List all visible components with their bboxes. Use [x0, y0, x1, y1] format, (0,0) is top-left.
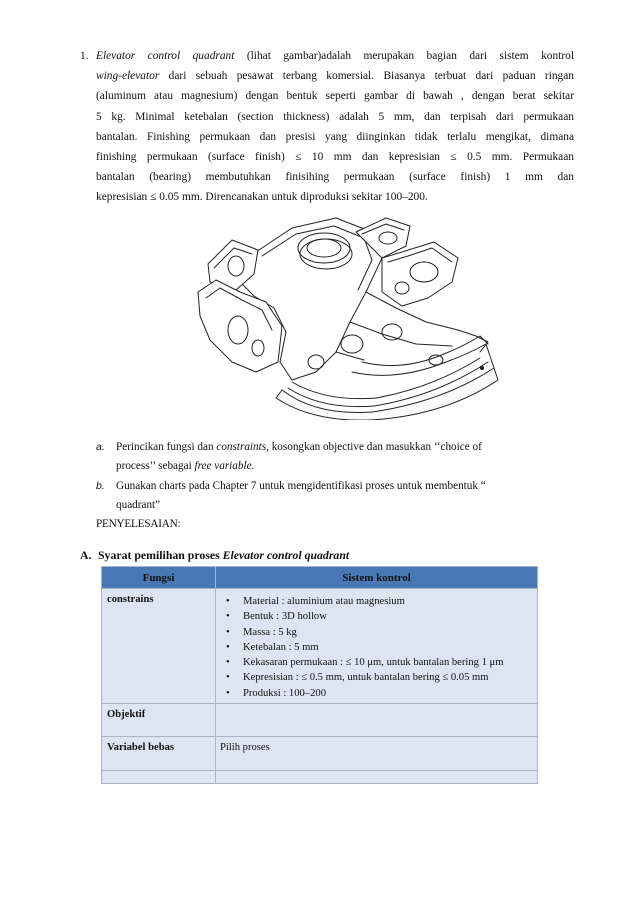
question-line [96, 86, 574, 106]
sub-question-a-line [116, 438, 548, 457]
list-item: • Massa : 5 kg [220, 625, 533, 640]
text-run: kepresisian ≤ 0.05 mm. Direncanakan untuk diproduksi sekitar 100–200. [96, 191, 428, 204]
text-run: 5 kg. Minimal ketebalan (section thickness) adalah 5 mm, dan terpisah dari permukaan [96, 110, 574, 123]
row-label-constrains: constrains [102, 589, 216, 704]
text-run: , kosongkan objective dan masukkan ‘‘choice of [266, 441, 482, 453]
text-run: bantalan (bearing) membutuhkan finisihing permukaan (surface finish) 1 mm dan [96, 171, 574, 184]
sub-question-a-label: a. [96, 441, 105, 453]
variabel-bebas-value: Pilih proses [216, 737, 538, 771]
text-run: Perincikan fungsi dan [116, 441, 217, 453]
question-line [96, 187, 574, 207]
text-run: (lihat gambar)adalah merupakan bagian dari sistem kontrol [234, 50, 574, 62]
sub-question-b-label: b. [96, 480, 105, 492]
table-header-row [102, 567, 538, 589]
italic-text: wing-elevator [96, 70, 160, 83]
question-text [96, 46, 574, 208]
question-line [96, 147, 574, 167]
row-label-objektif: Objektif [102, 704, 216, 737]
bullet-icon: • [226, 657, 230, 669]
italic-text: constraints [216, 441, 267, 453]
empty-cell [216, 771, 538, 784]
section-a-letter: A. [80, 548, 92, 562]
text-run: finishing permukaan (surface finish) ≤ 10 mm dan kepresisian ≤ 0.5 mm. Permukaan [96, 151, 574, 164]
header-fungsi: Fungsi [102, 567, 216, 589]
list-item: • Ketebalan : 5 mm [220, 640, 533, 655]
bullet-icon: • [226, 687, 230, 699]
list-item: • Kepresisian : ≤ 0.5 mm, untuk bantalan bering ≤ 0.05 mm [220, 670, 533, 685]
text-run: . [251, 460, 255, 472]
header-sistem-kontrol: Sistem kontrol [216, 567, 538, 589]
question-line [96, 66, 574, 86]
text-run: (aluminum atau magnesium) dengan bentuk seperti gambar di bawah , dengan berat sekitar [96, 90, 574, 103]
section-a-title: Syarat pemilihan proses [98, 548, 223, 562]
constraints-cell [216, 589, 538, 704]
text-run: dari sebuah pesawat terbang komersial. Biasanya terbuat dari paduan ringan [159, 70, 574, 83]
list-item: • Produksi : 100–200 [220, 686, 533, 701]
question-line [96, 127, 574, 147]
italic-text: free variable [194, 460, 252, 472]
question-number: 1. [80, 50, 89, 62]
bullet-icon: • [226, 626, 230, 638]
table-row [102, 589, 538, 704]
objektif-value [216, 704, 538, 737]
table-row [102, 704, 538, 737]
sub-question-a-line [116, 457, 548, 476]
bullet-icon: • [226, 672, 230, 684]
requirements-table [101, 566, 538, 784]
table-row [102, 771, 538, 784]
sub-question-b-line [116, 496, 548, 515]
list-item: • Kekasaran permukaan : ≤ 10 μm, untuk bantalan bering 1 μm [220, 655, 533, 670]
question-line [96, 107, 574, 127]
table-row [102, 737, 538, 771]
penyelesaian-heading: PENYELESAIAN: [96, 518, 181, 530]
constraints-list [220, 594, 533, 701]
text-run: process’’ sebagai [116, 460, 195, 472]
sub-question-b-line [116, 477, 548, 496]
empty-cell [102, 771, 216, 784]
text-run: Gunakan charts pada Chapter 7 untuk mengidentifikasi proses untuk membentuk “ [116, 480, 486, 492]
bullet-icon: • [226, 641, 230, 653]
question-line [96, 167, 574, 187]
list-item: • Material : aluminium atau magnesium [220, 594, 533, 609]
bullet-icon: • [226, 596, 230, 607]
bullet-icon: • [226, 611, 230, 623]
list-item: • Bentuk : 3D hollow [220, 609, 533, 624]
text-run: bantalan. Finishing permukaan dan presisi yang diinginkan tidak terlalu mengikat, dimana [96, 130, 574, 143]
italic-text: Elevator control quadrant [96, 50, 235, 62]
question-line [96, 46, 574, 66]
text-run: quadrant” [116, 499, 161, 511]
quadrant-drawing [196, 212, 500, 420]
section-a-title-italic: Elevator control quadrant [222, 548, 350, 562]
row-label-variabel-bebas: Variabel bebas [102, 737, 216, 771]
